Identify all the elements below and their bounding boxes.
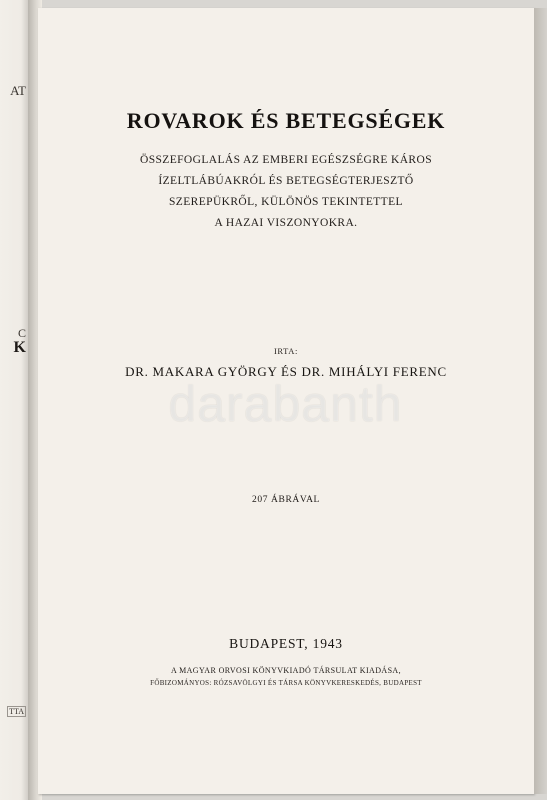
- watermark: darabanth: [168, 376, 403, 432]
- left-page-fragment-bottom: TTA: [9, 707, 24, 716]
- distributor: FŐBIZOMÁNYOS: RÓZSAVÖLGYI ÉS TÁRSA KÖNYVKERESKEDÉS, BUDAPEST: [150, 679, 422, 687]
- subtitle-line: SZEREPÜKRŐL, KÜLÖNÖS TEKINTETTEL: [169, 196, 403, 208]
- left-page-fragment-top: AT: [10, 83, 26, 98]
- subtitle-line: ÍZELTLÁBÚAKRÓL ÉS BETEGSÉGTERJESZTŐ: [158, 175, 414, 187]
- subtitle-line: ÖSSZEFOGLALÁS AZ EMBERI EGÉSZSÉGRE KÁROS: [139, 154, 433, 166]
- publisher: A MAGYAR ORVOSI KÖNYVKIADÓ TÁRSULAT KIADÁSA,: [170, 666, 401, 675]
- left-page-edge: [0, 0, 30, 800]
- left-page-fragment-mid-bold: K: [13, 339, 26, 356]
- subtitle-line: A HAZAI VISZONYOKRA.: [214, 217, 358, 229]
- written-by-label: IRTA:: [273, 346, 298, 356]
- book-subtitle: [78, 150, 494, 234]
- page-stack-edge: [534, 8, 547, 794]
- title-page: [38, 8, 534, 794]
- figures-note: 207 ÁBRÁVAL: [252, 495, 320, 505]
- left-page-fragment-mid-small: C: [17, 326, 26, 340]
- place-year: BUDAPEST, 1943: [229, 636, 343, 651]
- authors: DR. MAKARA GYÖRGY ÉS DR. MIHÁLYI FERENC: [125, 364, 447, 379]
- book-title: ROVAROK ÉS BETEGSÉGEK: [126, 108, 446, 133]
